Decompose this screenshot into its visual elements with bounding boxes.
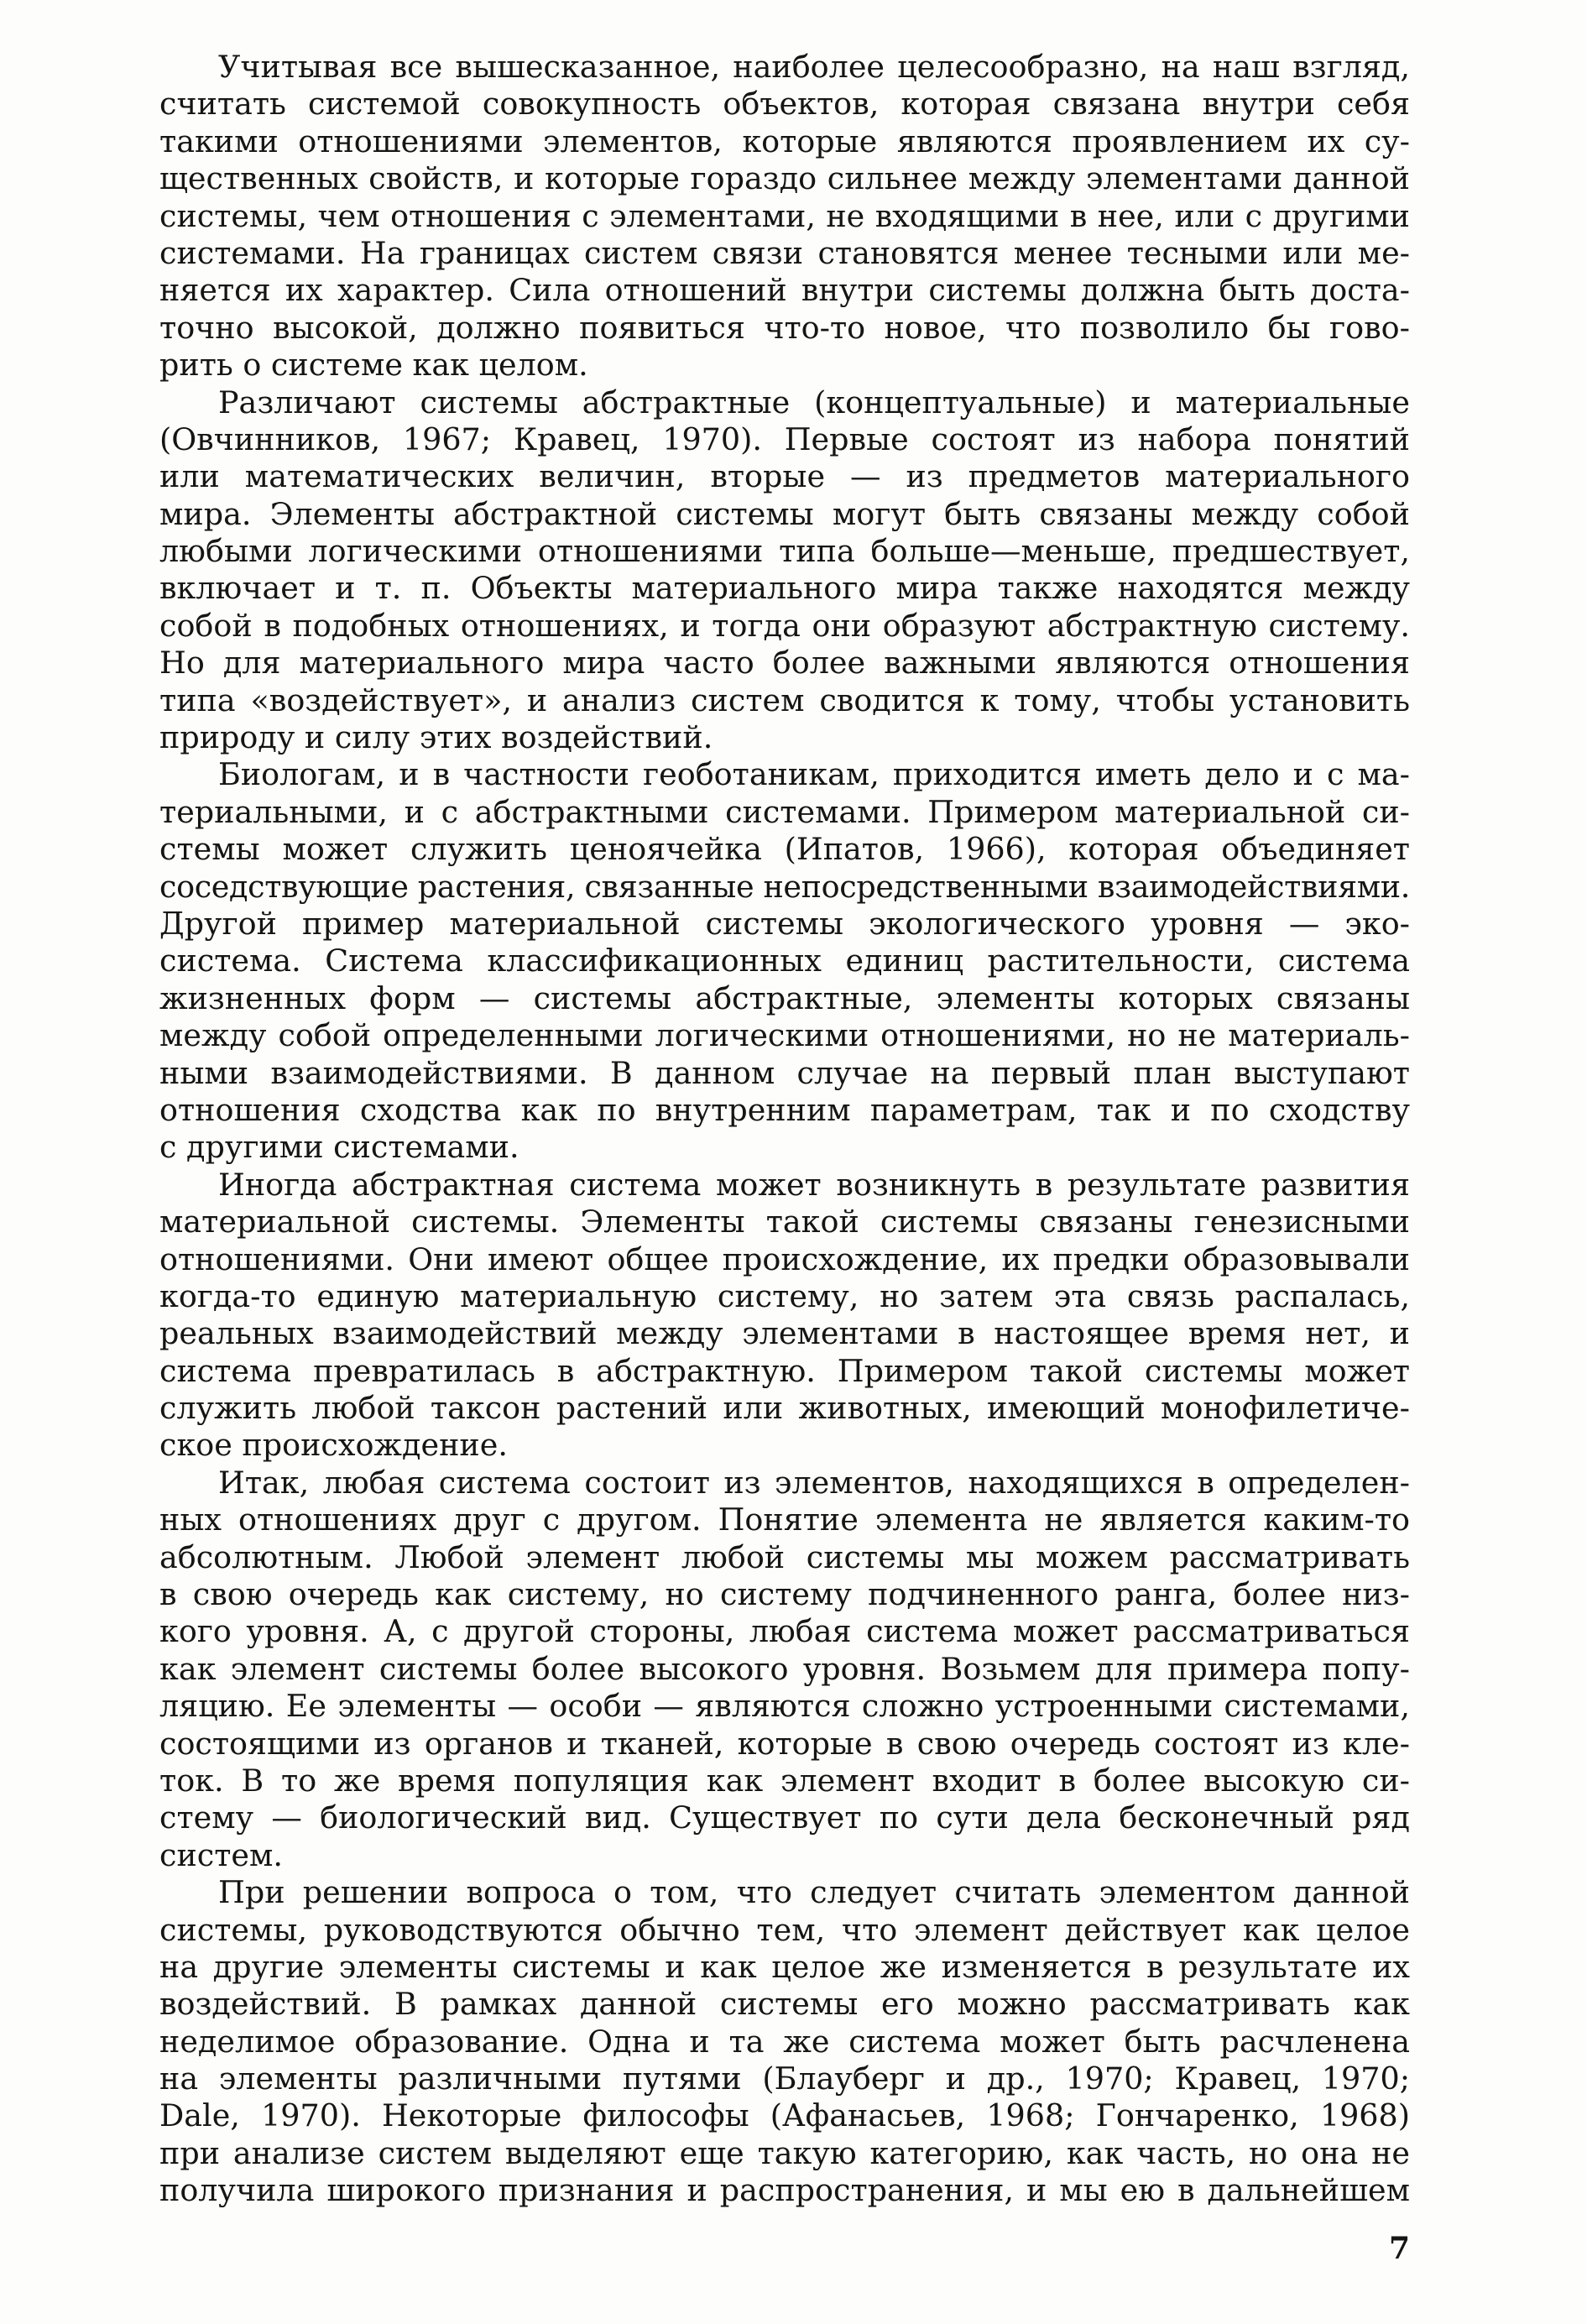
- text-line: кого уровня. А, с другой стороны, любая система может рассматриваться: [159, 1613, 1410, 1650]
- text-line: При решении вопроса о том, что следует считать элементом данной: [218, 1874, 1410, 1911]
- text-line: с другими системами.: [159, 1129, 519, 1166]
- text-line: типа «воздействует», и анализ систем сводится к тому, чтобы установить: [159, 682, 1410, 718]
- text-line: такими отношениями элементов, которые являются проявлением их су-: [159, 123, 1410, 159]
- text-line: стемы может служить ценоячейка (Ипатов, 1966), которая объединяет: [159, 831, 1410, 868]
- text-line: Учитывая все вышесказанное, наиболее целесообразно, на наш взгляд,: [218, 49, 1410, 85]
- text-line: собой в подобных отношениях, и тогда они образуют абстрактную систему.: [159, 607, 1410, 644]
- text-line: Но для материального мира часто более важными являются отношения: [159, 645, 1410, 682]
- text-line: систем.: [159, 1836, 283, 1873]
- text-line: когда-то единую материальную систему, но затем эта связь распалась,: [159, 1277, 1410, 1314]
- text-line: Иногда абстрактная система может возникнуть в результате развития: [218, 1166, 1410, 1203]
- text-line: на элементы различными путями (Блауберг и др., 1970; Кравец, 1970;: [159, 2060, 1410, 2097]
- text-line: природу и силу этих воздействий.: [159, 719, 713, 756]
- text-line: Итак, любая система состоит из элементов, находящихся в определен-: [218, 1464, 1410, 1501]
- text-line: Dale, 1970). Некоторые философы (Афанасьев, 1968; Гончаренко, 1968): [159, 2097, 1410, 2134]
- text-line: воздействий. В рамках данной системы его можно рассматривать как: [159, 1986, 1410, 2023]
- text-line: отношениями. Они имеют общее происхождение, их предки образовывали: [159, 1240, 1410, 1277]
- text-line: ляцию. Ее элементы — особи — являются сложно устроенными системами,: [159, 1688, 1410, 1725]
- text-line: на другие элементы системы и как целое же изменяется в результате их: [159, 1948, 1410, 1985]
- text-line: Другой пример материальной системы экологического уровня — эко-: [159, 905, 1410, 942]
- paragraph-3: [159, 756, 1410, 1166]
- text-line: считать системой совокупность объектов, которая связана внутри себя: [159, 86, 1410, 123]
- text-line: система. Система классификационных единиц растительности, система: [159, 943, 1410, 979]
- paragraph-6: [159, 1874, 1410, 2210]
- text-line: или математических величин, вторые — из предметов материального: [159, 458, 1410, 495]
- text-line: ных отношениях друг с другом. Понятие элемента не является каким-то: [159, 1501, 1410, 1538]
- text-line: ными взаимодействиями. В данном случае на первый план выступают: [159, 1054, 1410, 1091]
- paragraph-1: [159, 49, 1410, 384]
- text-line: Биологам, и в частности геоботаникам, приходится иметь дело и с ма-: [218, 756, 1410, 793]
- text-line: как элемент системы более высокого уровня. Возьмем для примера попу-: [159, 1650, 1410, 1687]
- text-line: между собой определенными логическими отношениями, но не материаль-: [159, 1017, 1410, 1054]
- text-line: состоящими из органов и тканей, которые в свою очередь состоят из кле-: [159, 1725, 1410, 1762]
- text-line: ское происхождение.: [159, 1427, 508, 1464]
- text-line: отношения сходства как по внутренним параметрам, так и по сходству: [159, 1091, 1410, 1128]
- text-line: в свою очередь как систему, но систему подчиненного ранга, более низ-: [159, 1576, 1410, 1613]
- text-line: ток. В то же время популяция как элемент входит в более высокую си-: [159, 1762, 1410, 1799]
- text-line: система превратилась в абстрактную. Примером такой системы может: [159, 1352, 1410, 1389]
- text-line: стему — биологический вид. Существует по сути дела бесконечный ряд: [159, 1799, 1410, 1836]
- text-line: включает и т. п. Объекты материального мира также находятся между: [159, 570, 1410, 607]
- text-line: жизненных форм — системы абстрактные, элементы которых связаны: [159, 979, 1410, 1016]
- text-line: системами. На границах систем связи становятся менее тесными или ме-: [159, 234, 1410, 271]
- paragraph-2: [159, 384, 1410, 757]
- text-line: системы, руководствуются обычно тем, что элемент действует как целое: [159, 1911, 1410, 1948]
- body-text: [159, 49, 1410, 2210]
- paragraph-5: [159, 1465, 1410, 1874]
- text-line: при анализе систем выделяют еще такую категорию, как часть, но она не: [159, 2134, 1410, 2171]
- text-line: мира. Элементы абстрактной системы могут быть связаны между собой: [159, 495, 1410, 532]
- text-line: неделимое образование. Одна и та же система может быть расчленена: [159, 2023, 1410, 2060]
- text-line: точно высокой, должно появиться что-то новое, что позволило бы гово-: [159, 309, 1410, 346]
- text-line: няется их характер. Сила отношений внутри системы должна быть доста-: [159, 272, 1410, 309]
- text-line: служить любой таксон растений или животных, имеющий монофилетиче-: [159, 1390, 1410, 1427]
- text-line: щественных свойств, и которые гораздо сильнее между элементами данной: [159, 160, 1410, 197]
- text-line: системы, чем отношения с элементами, не входящими в нее, или с другими: [159, 197, 1410, 234]
- text-line: абсолютным. Любой элемент любой системы мы можем рассматривать: [159, 1538, 1410, 1575]
- text-line: териальными, и с абстрактными системами. Примером материальной си-: [159, 793, 1410, 830]
- paragraph-4: [159, 1167, 1410, 1465]
- text-line: рить о системе как целом.: [159, 347, 588, 384]
- text-line: материальной системы. Элементы такой системы связаны генезисными: [159, 1204, 1410, 1240]
- text-line: реальных взаимодействий между элементами в настоящее время нет, и: [159, 1315, 1410, 1352]
- text-line: (Овчинников, 1967; Кравец, 1970). Первые состоят из набора понятий: [159, 420, 1410, 457]
- text-line: получила широкого признания и распространения, и мы ею в дальнейшем: [159, 2172, 1410, 2209]
- page-number: 7: [1388, 2231, 1410, 2266]
- text-line: любыми логическими отношениями типа больше—меньше, предшествует,: [159, 533, 1410, 570]
- text-line: Различают системы абстрактные (концептуальные) и материальные: [218, 384, 1410, 420]
- text-line: соседствующие растения, связанные непосредственными взаимодействиями.: [159, 868, 1410, 905]
